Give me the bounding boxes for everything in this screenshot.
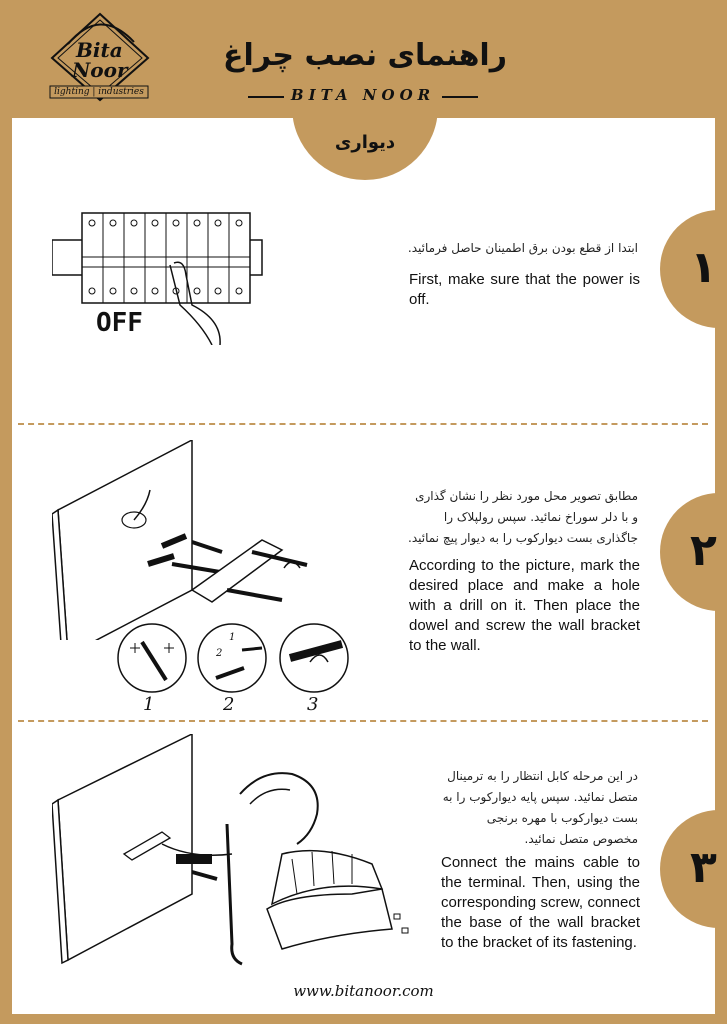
page-subtitle: BITA NOOR <box>248 86 478 104</box>
logo-line2: Noor <box>72 58 128 82</box>
footer-url[interactable]: www.bitanoor.com <box>293 982 434 1000</box>
detail-label-2: 2 <box>216 648 223 659</box>
caption-2: 2 <box>223 694 235 715</box>
divider <box>18 423 708 425</box>
caption-3: 3 <box>307 694 319 715</box>
step-1-text-fa: ابتدا از قطع بودن برق اطمینان حاصل فرمائید. <box>407 241 638 255</box>
detail-circles-illustration <box>112 622 362 694</box>
step-2-text-en: According to the picture, mark the desired place and make a hole with a drill on it. Then place the dowel and screw the wall bracket to the wall. <box>409 557 640 654</box>
brand-logo <box>48 12 152 102</box>
step-3-text-fa: در این مرحله کابل انتظار را به ترمینال متصل نمائید. سپس پایه دیوارکوب را به بست دیوارکوب با مهره برنجی مخصوص متصل نمائید. <box>442 769 638 846</box>
section-title: دیواری <box>334 132 396 153</box>
step-2-text-fa: مطابق تصویر محل مورد نظر را نشان گذاری و با دلر سوراخ نمائید. سپس رولپلاک را جاگذاری بست دیوارکوب را به دیوار پیچ نمائید. <box>408 489 638 545</box>
header <box>0 0 727 118</box>
detail-label-1: 1 <box>229 632 236 643</box>
off-label: OFF <box>96 308 143 338</box>
step-3-text-en: Connect the mains cable to the terminal. Then, using the corresponding screw, connect the base of the wall bracket to the bracket of its fastening. <box>441 854 640 951</box>
caption-1: 1 <box>143 694 155 715</box>
step-3-number: ۳ <box>690 842 717 893</box>
page-title: راهنمای نصب چراغ <box>222 38 507 73</box>
breaker-panel-illustration <box>52 205 272 345</box>
wall-lamp-illustration <box>52 734 412 984</box>
wall-drilling-illustration <box>52 440 372 640</box>
divider <box>18 720 708 722</box>
step-1-text-en: First, make sure that the power is off. <box>409 271 640 308</box>
step-1-number: ۱ <box>690 242 717 293</box>
logo-tagline: lighting | industries <box>54 87 144 97</box>
logo-line1: Bita <box>76 38 123 62</box>
step-2-number: ۲ <box>690 525 717 576</box>
